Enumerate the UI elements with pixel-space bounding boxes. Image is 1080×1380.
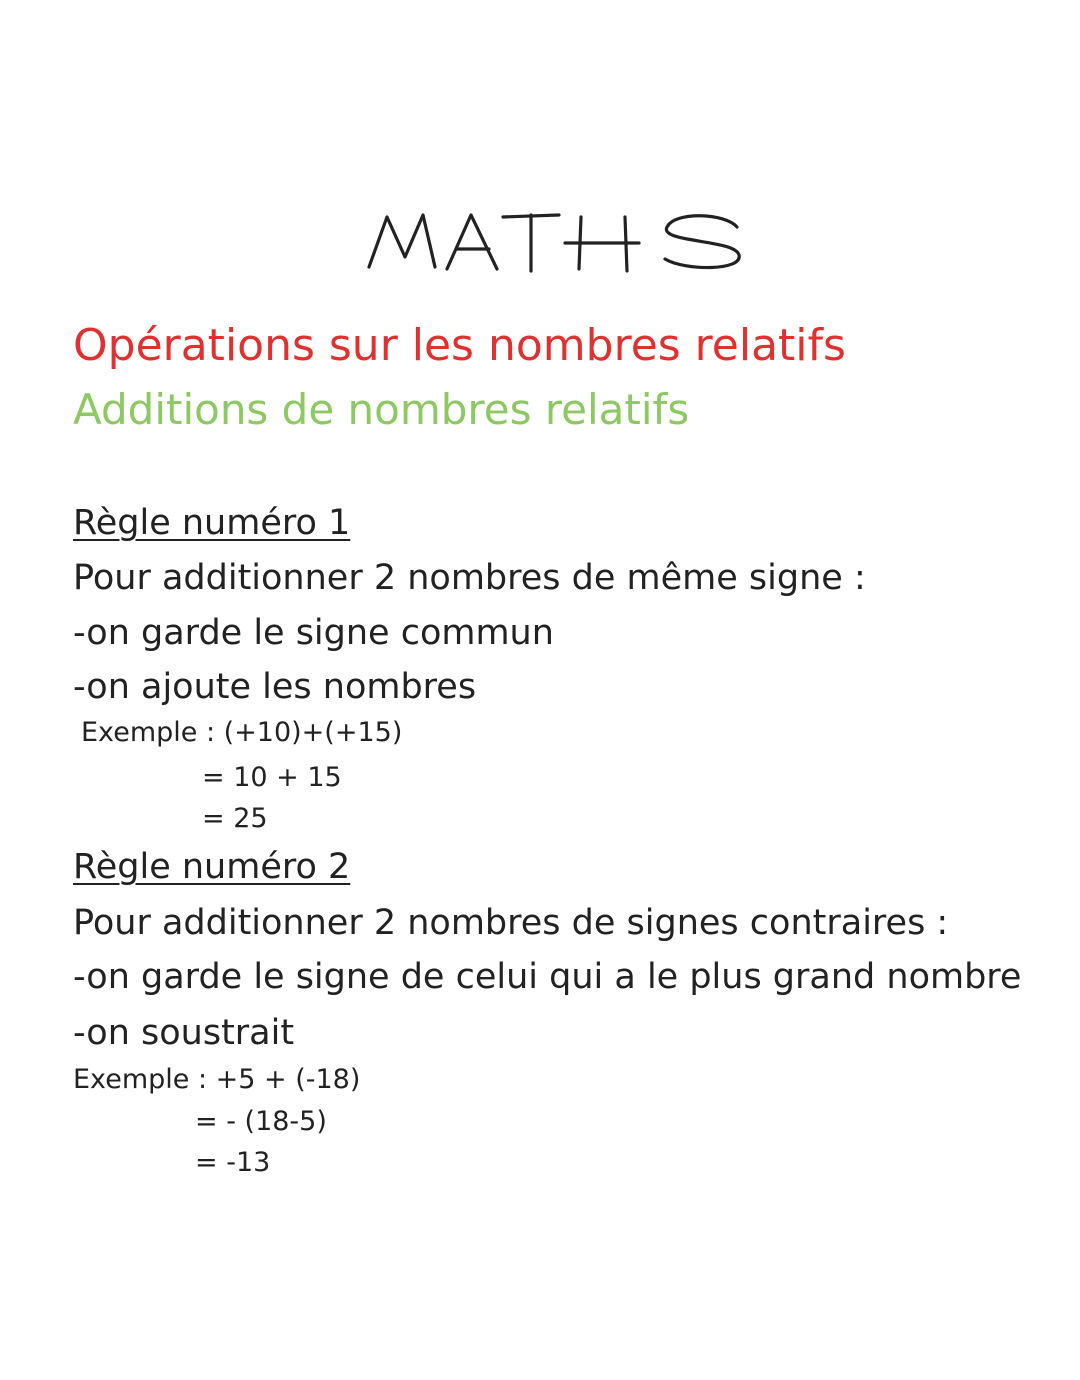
page-title: [365, 205, 745, 280]
rule-1-title: Règle numéro 1: [73, 503, 351, 543]
rule-1-example-line: Exemple : (+10)+(+15): [81, 717, 403, 748]
rule-1-intro: Pour additionner 2 nombres de même signe :: [73, 558, 866, 598]
rule-2-step: -on garde le signe de celui qui a le plus grand nombre: [73, 957, 1022, 997]
rule-2-example-line: = - (18-5): [195, 1106, 327, 1137]
page-title-text: [365, 280, 366, 281]
rule-1-step: -on ajoute les nombres: [73, 667, 477, 707]
rule-1-example-line: = 25: [202, 803, 268, 834]
rule-2-title: Règle numéro 2: [73, 847, 351, 887]
rule-2-example-line: = -13: [195, 1147, 271, 1178]
section-subheading: Additions de nombres relatifs: [73, 385, 690, 434]
rule-2-example-line: Exemple : +5 + (-18): [73, 1064, 361, 1095]
rule-2-step: -on soustrait: [73, 1013, 295, 1053]
section-heading: Opérations sur les nombres relatifs: [73, 320, 846, 371]
rule-1-example-line: = 10 + 15: [202, 762, 342, 793]
rule-1-step: -on garde le signe commun: [73, 613, 554, 653]
rule-2-intro: Pour additionner 2 nombres de signes contraires :: [73, 903, 949, 943]
